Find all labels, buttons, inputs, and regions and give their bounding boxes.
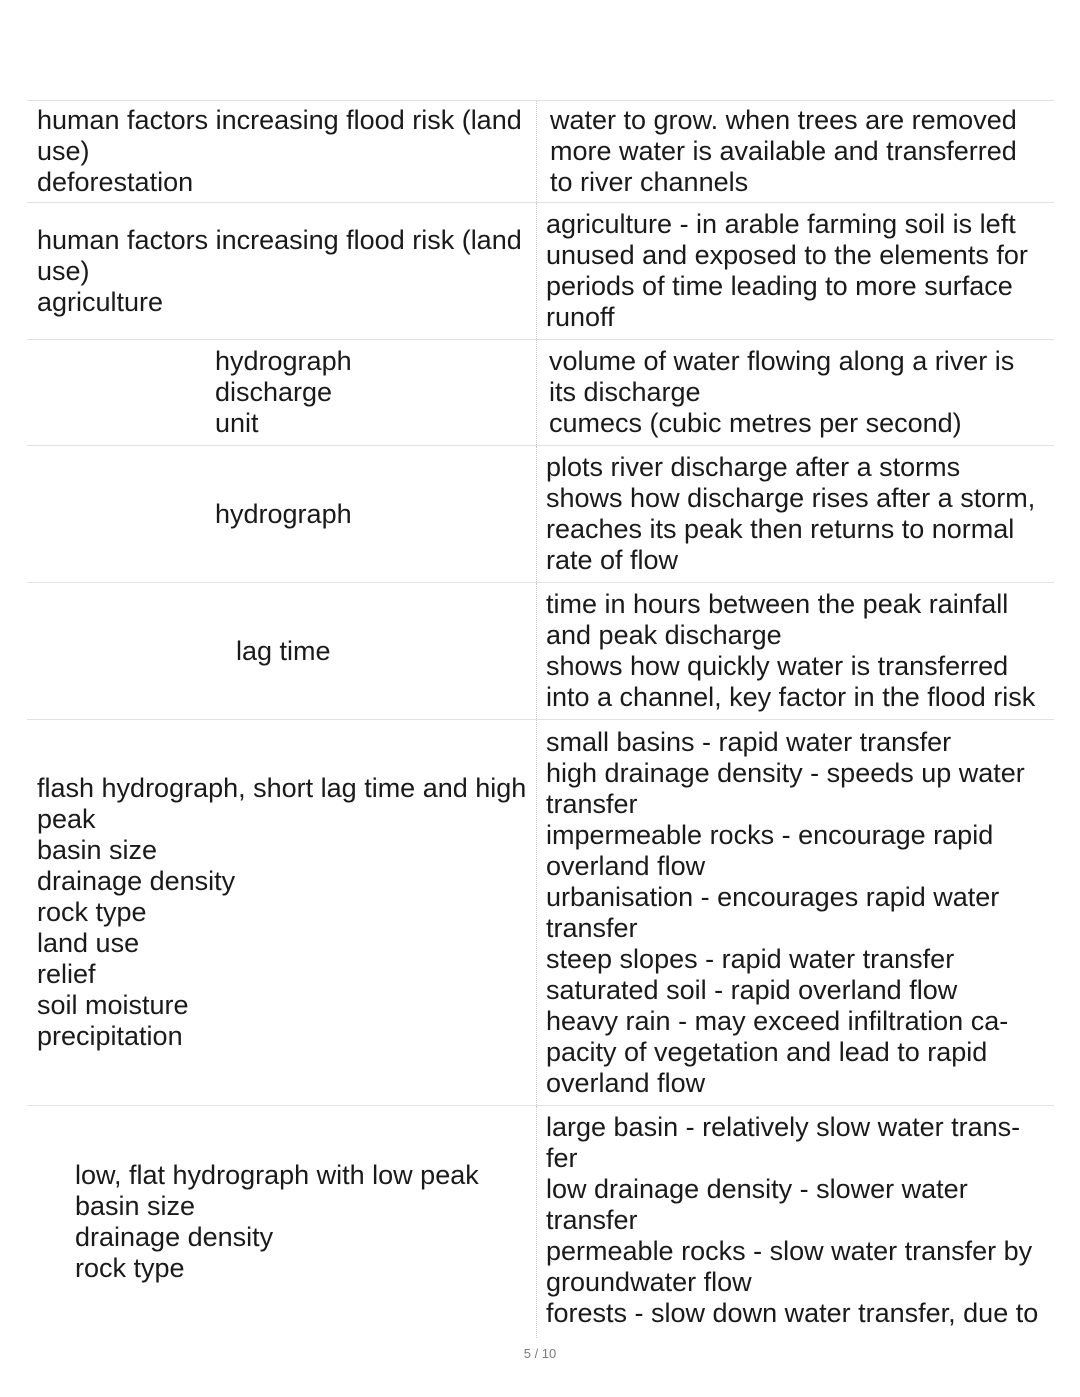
flashcard-definition [536, 203, 1054, 339]
flashcard-term [27, 1106, 536, 1338]
term-line: rock type [37, 897, 147, 927]
flashcard-definition [536, 1106, 1054, 1338]
definition-line: to river channels [550, 167, 749, 197]
definition-line: runoff [546, 302, 615, 332]
definition-line: shows how quickly water is transferred [546, 651, 1009, 681]
definition-line: groundwater flow [546, 1267, 752, 1297]
definition-line: small basins - rapid water transfer [546, 726, 952, 757]
definition-line: overland flow [546, 1067, 706, 1098]
definition-line: pacity of vegetation and lead to rapid [546, 1036, 988, 1067]
definition-line: cumecs (cubic metres per second) [549, 408, 962, 438]
flashcard-definition [536, 446, 1054, 582]
definition-line: rate of flow [546, 545, 679, 575]
flashcard-definition [536, 720, 1054, 1105]
flashcard-term [27, 203, 536, 339]
definition-line: urbanisation - encourages rapid water [546, 881, 1000, 912]
definition-line: agriculture - in arable farming soil is left [546, 209, 1016, 239]
term-line: rock type [75, 1253, 185, 1283]
definition-line: transfer [546, 912, 638, 943]
definition-line: impermeable rocks - encourage rapid [546, 819, 994, 850]
definition-line: forests - slow down water transfer, due to [546, 1298, 1039, 1328]
term-line: lag time [236, 635, 331, 666]
definition-line: heavy rain - may exceed infiltration ca- [546, 1005, 1009, 1036]
flashcard-definition [536, 101, 1054, 202]
term-line: hydrograph [215, 498, 352, 529]
term-line: basin size [37, 835, 158, 865]
term-line: human factors increasing flood risk (land [37, 224, 522, 255]
flashcard-row [27, 101, 1054, 203]
definition-line: plots river discharge after a storms [546, 452, 961, 482]
flashcard-term [27, 720, 536, 1105]
page-number: 5 / 10 [523, 1346, 557, 1361]
term-line: drainage density [75, 1222, 274, 1252]
definition-line: permeable rocks - slow water transfer by [546, 1236, 1033, 1266]
term-line: discharge [215, 377, 333, 407]
flashcard-row [27, 203, 1054, 340]
term-line: use) [37, 255, 90, 286]
term-line: drainage density [37, 866, 236, 896]
flashcard-row [27, 340, 1054, 446]
term-line: use) [37, 136, 90, 166]
term-line: relief [37, 959, 96, 989]
definition-line: into a channel, key factor in the flood risk [546, 682, 1036, 712]
flashcard-definition [536, 583, 1054, 719]
flashcard-term [27, 340, 536, 445]
definition-line: periods of time leading to more surface [546, 271, 1013, 301]
flashcard-term [27, 583, 536, 719]
definition-line: more water is available and transferred [550, 136, 1017, 166]
term-line: human factors increasing flood risk (land [37, 105, 522, 135]
definition-line: overland flow [546, 850, 706, 881]
term-line: flash hydrograph, short lag time and high [37, 773, 527, 803]
term-line: agriculture [37, 286, 164, 317]
flashcard-row [27, 446, 1054, 583]
flashcard-row [27, 583, 1054, 720]
definition-line: and peak discharge [546, 620, 782, 650]
definition-line: its discharge [549, 377, 701, 407]
term-line: land use [37, 928, 140, 958]
flashcard-table [27, 100, 1054, 1338]
definition-line: transfer [546, 788, 638, 819]
term-line: unit [215, 408, 259, 438]
definition-line: unused and exposed to the elements for [546, 240, 1028, 270]
term-line: deforestation [37, 167, 194, 197]
definition-line: water to grow. when trees are removed [550, 105, 1017, 135]
definition-line: transfer [546, 1205, 638, 1235]
definition-line: volume of water flowing along a river is [549, 346, 1015, 376]
term-line: basin size [75, 1191, 196, 1221]
definition-line: large basin - relatively slow water trans- [546, 1112, 1021, 1142]
definition-line: high drainage density - speeds up water [546, 757, 1025, 788]
term-line: peak [37, 804, 96, 834]
flashcard-definition [536, 340, 1054, 445]
term-line: soil moisture [37, 990, 189, 1020]
definition-line: low drainage density - slower water [546, 1174, 968, 1204]
flashcard-term [27, 101, 536, 202]
flashcard-row [27, 1106, 1054, 1338]
definition-line: fer [546, 1143, 578, 1173]
flashcard-row [27, 720, 1054, 1106]
term-line: low, flat hydrograph with low peak [75, 1160, 479, 1190]
definition-line: saturated soil - rapid overland flow [546, 974, 958, 1005]
term-line: hydrograph [215, 346, 352, 376]
definition-line: time in hours between the peak rainfall [546, 589, 1009, 619]
definition-line: shows how discharge rises after a storm, [546, 483, 1036, 513]
flashcard-term [27, 446, 536, 582]
term-line: precipitation [37, 1021, 183, 1051]
definition-line: reaches its peak then returns to normal [546, 514, 1015, 544]
definition-line: steep slopes - rapid water transfer [546, 943, 955, 974]
